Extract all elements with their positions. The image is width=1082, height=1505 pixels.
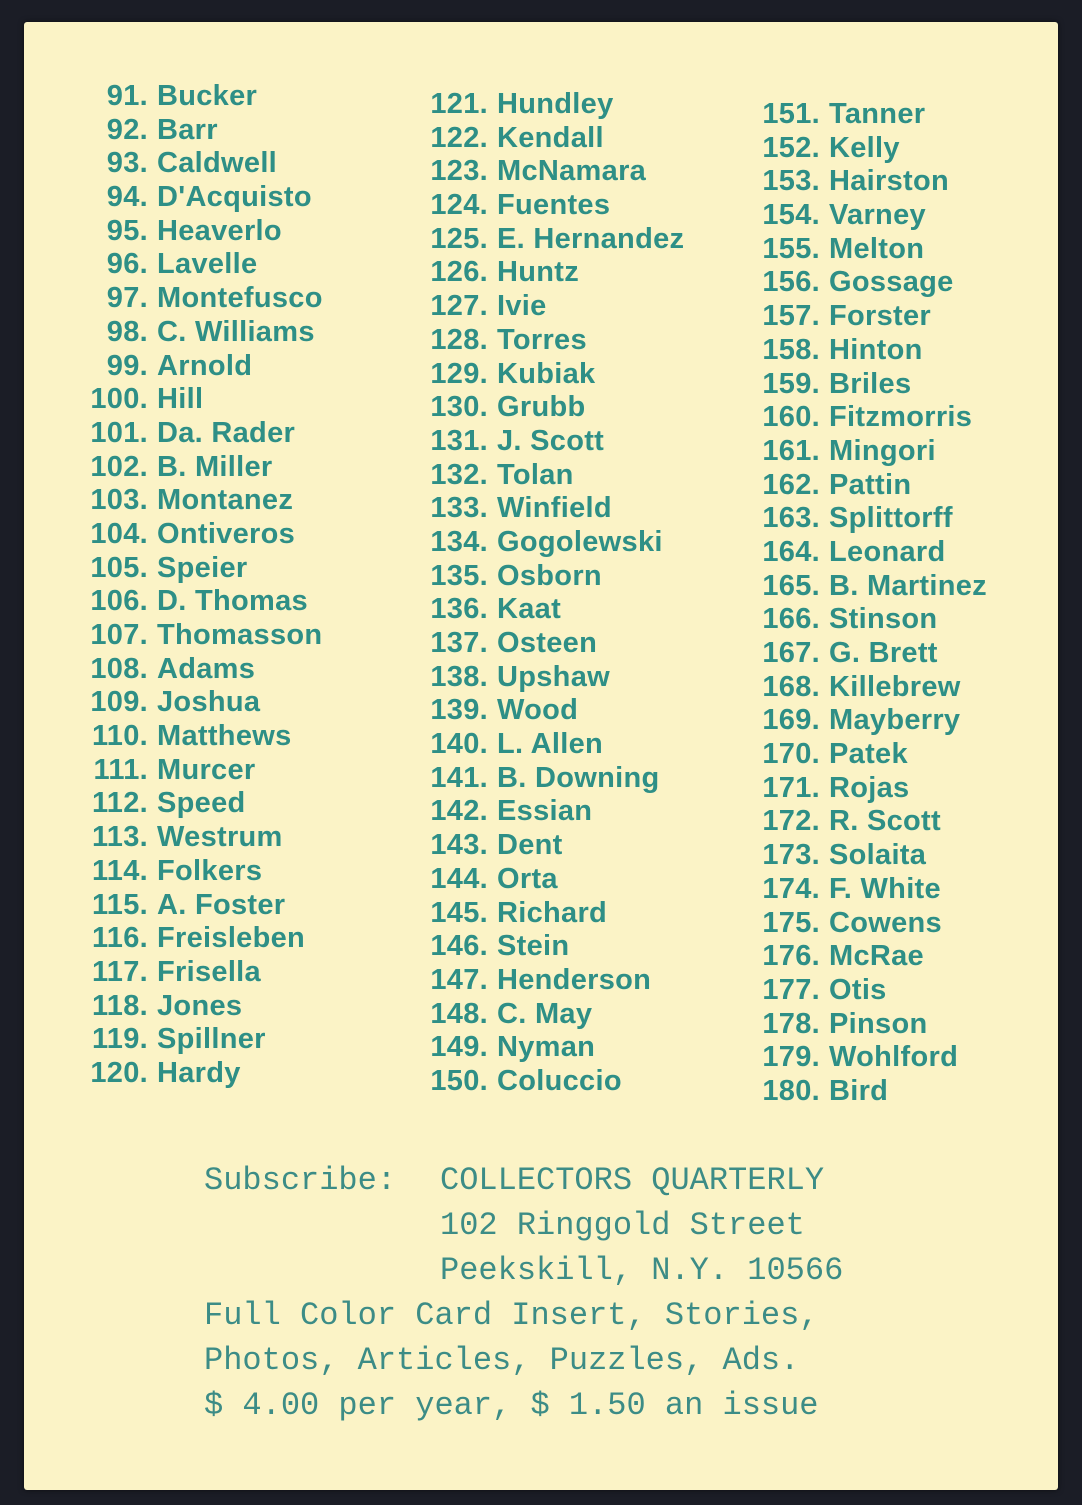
- card-number: 123.: [430, 155, 488, 188]
- checklist-entry: [408, 964, 684, 998]
- card-number: 94.: [106, 181, 148, 214]
- checklist-entry: [740, 738, 987, 772]
- card-number: 138.: [430, 660, 488, 693]
- card-number: 147.: [430, 963, 488, 996]
- checklist-entry: [68, 754, 323, 788]
- card-number: 122.: [430, 121, 488, 154]
- player-name: C. Williams: [157, 315, 315, 348]
- checklist-entry: [408, 863, 684, 897]
- card-number: 126.: [430, 256, 488, 289]
- player-name: Splittorff: [829, 502, 953, 535]
- card-number: 131.: [430, 424, 488, 457]
- player-name: Orta: [497, 862, 558, 895]
- checklist-entry: [740, 570, 987, 604]
- player-name: Mayberry: [829, 704, 961, 737]
- checklist-entry: [68, 114, 323, 148]
- card-number: 102.: [90, 450, 148, 483]
- card-number: 160.: [762, 401, 820, 434]
- player-name: Coluccio: [497, 1064, 622, 1097]
- player-name: J. Scott: [497, 424, 605, 457]
- checklist-entry: [68, 686, 323, 720]
- player-name: Winfield: [497, 492, 612, 525]
- card-number: 152.: [762, 131, 820, 164]
- publication-name: COLLECTORS QUARTERLY: [440, 1162, 825, 1199]
- card-number: 105.: [90, 551, 148, 584]
- card-number: 145.: [430, 896, 488, 929]
- checklist-entry: [68, 585, 323, 619]
- checklist-entry: [68, 787, 323, 821]
- card-number: 151.: [762, 98, 820, 130]
- card-number: 162.: [762, 468, 820, 501]
- player-name: A. Foster: [157, 888, 286, 921]
- card-number: 111.: [93, 753, 148, 786]
- card-number: 103.: [90, 484, 148, 517]
- checklist-entry: [408, 661, 684, 695]
- checklist-entry: [408, 930, 684, 964]
- card-number: 178.: [762, 1007, 820, 1040]
- card-number: 100.: [90, 383, 148, 416]
- checklist-entry: [740, 165, 987, 199]
- checklist-entry: [68, 215, 323, 249]
- player-name: McRae: [829, 940, 924, 973]
- card-number: 172.: [762, 805, 820, 838]
- checklist-entry: [408, 1031, 684, 1065]
- checklist-entry: [408, 829, 684, 863]
- player-name: Stinson: [829, 603, 938, 636]
- player-name: Hinton: [829, 333, 923, 366]
- checklist-entry: [740, 334, 987, 368]
- card-number: 140.: [430, 728, 488, 761]
- checklist-entry: [68, 821, 323, 855]
- card-number: 93.: [106, 147, 148, 180]
- card-number: 120.: [90, 1056, 148, 1089]
- player-name: Rojas: [829, 771, 910, 804]
- player-name: Arnold: [157, 349, 253, 382]
- card-number: 132.: [430, 458, 488, 491]
- card-number: 108.: [90, 652, 148, 685]
- card-number: 116.: [91, 922, 148, 955]
- player-name: E. Hernandez: [497, 222, 685, 255]
- player-name: Briles: [829, 367, 912, 400]
- checklist-card: [24, 22, 1058, 1490]
- card-number: 136.: [430, 593, 488, 626]
- card-number: 106.: [90, 585, 148, 618]
- checklist-entry: [68, 484, 323, 518]
- player-name: Joshua: [157, 686, 261, 719]
- player-name: Solaita: [829, 839, 927, 872]
- subscribe-label: Subscribe:: [204, 1162, 397, 1199]
- card-number: 159.: [762, 367, 820, 400]
- card-number: 156.: [762, 266, 820, 299]
- player-name: Hill: [157, 383, 204, 416]
- card-number: 107.: [90, 619, 148, 651]
- checklist-entry: [740, 671, 987, 705]
- player-name: Caldwell: [157, 147, 278, 180]
- checklist-column-2: [408, 88, 684, 1099]
- card-number: 117.: [91, 955, 148, 988]
- card-number: 167.: [762, 637, 820, 669]
- card-number: 176.: [762, 940, 820, 973]
- checklist-column-1: [68, 80, 323, 1091]
- player-name: Dent: [497, 829, 563, 862]
- player-name: Osteen: [497, 627, 598, 659]
- checklist-entry: [408, 358, 684, 392]
- checklist-entry: [740, 469, 987, 503]
- checklist-entry: [408, 728, 684, 762]
- card-number: 170.: [762, 738, 820, 771]
- player-name: Wood: [497, 694, 579, 727]
- checklist-entry: [68, 316, 323, 350]
- checklist-entry: [740, 907, 987, 941]
- checklist-entry: [408, 492, 684, 526]
- player-name: D. Thomas: [157, 585, 308, 618]
- checklist-entry: [68, 147, 323, 181]
- card-number: 154.: [762, 199, 820, 232]
- player-name: Murcer: [157, 753, 256, 786]
- card-number: 115.: [91, 888, 148, 921]
- checklist-entry: [408, 189, 684, 223]
- player-name: Fitzmorris: [829, 401, 973, 434]
- player-name: Henderson: [497, 963, 652, 996]
- player-name: Adams: [157, 652, 256, 685]
- description-line-2: Photos, Articles, Puzzles, Ads.: [204, 1342, 800, 1379]
- checklist-entry: [68, 1057, 323, 1091]
- checklist-entry: [740, 132, 987, 166]
- checklist-entry: [408, 526, 684, 560]
- checklist-entry: [740, 772, 987, 806]
- player-name: Essian: [497, 795, 593, 828]
- player-name: Fuentes: [497, 189, 611, 222]
- card-number: 142.: [430, 795, 488, 828]
- checklist-entry: [68, 990, 323, 1024]
- checklist-entry: [408, 223, 684, 257]
- player-name: Thomasson: [157, 619, 323, 651]
- card-number: 153.: [762, 165, 820, 198]
- card-number: 112.: [91, 787, 148, 820]
- card-number: 143.: [430, 829, 488, 862]
- card-number: 150.: [430, 1064, 488, 1097]
- card-number: 125.: [430, 222, 488, 255]
- checklist-entry: [740, 805, 987, 839]
- card-number: 166.: [762, 603, 820, 636]
- player-name: Kubiak: [497, 357, 596, 390]
- checklist-entry: [68, 350, 323, 384]
- player-name: G. Brett: [829, 637, 938, 669]
- player-name: Torres: [497, 323, 587, 356]
- checklist-entry: [408, 897, 684, 931]
- player-name: Spillner: [157, 1023, 266, 1056]
- card-number: 175.: [762, 906, 820, 939]
- player-name: B. Downing: [497, 761, 660, 794]
- checklist-entry: [740, 704, 987, 738]
- checklist-entry: [408, 324, 684, 358]
- checklist-entry: [68, 956, 323, 990]
- checklist-entry: [740, 266, 987, 300]
- card-number: 118.: [91, 989, 148, 1022]
- player-name: Kelly: [829, 131, 900, 164]
- card-number: 155.: [762, 232, 820, 265]
- player-name: B. Miller: [157, 450, 273, 483]
- card-number: 97.: [106, 282, 148, 315]
- checklist-entry: [740, 1041, 987, 1075]
- description-line-1: Full Color Card Insert, Stories,: [204, 1297, 819, 1334]
- card-number: 161.: [762, 434, 820, 467]
- card-number: 146.: [430, 930, 488, 963]
- card-number: 119.: [91, 1023, 148, 1056]
- player-name: Hardy: [157, 1056, 241, 1089]
- card-number: 171.: [762, 771, 820, 804]
- card-number: 121.: [430, 88, 488, 120]
- player-name: Melton: [829, 232, 925, 265]
- player-name: Hundley: [497, 88, 614, 120]
- checklist-entry: [740, 502, 987, 536]
- checklist-entry: [68, 855, 323, 889]
- player-name: Pinson: [829, 1007, 928, 1040]
- card-number: 158.: [762, 333, 820, 366]
- checklist-entry: [740, 233, 987, 267]
- player-name: McNamara: [497, 155, 647, 188]
- card-number: 141.: [430, 761, 488, 794]
- checklist-entry: [68, 282, 323, 316]
- card-number: 133.: [430, 492, 488, 525]
- player-name: Da. Rader: [157, 416, 296, 449]
- player-name: Westrum: [157, 821, 283, 854]
- player-name: Varney: [829, 199, 926, 232]
- checklist-entry: [740, 536, 987, 570]
- player-name: Montefusco: [157, 282, 323, 315]
- checklist-entry: [68, 653, 323, 687]
- card-number: 164.: [762, 535, 820, 568]
- player-name: Upshaw: [497, 660, 610, 693]
- player-name: F. White: [829, 872, 941, 905]
- card-number: 101.: [90, 416, 148, 449]
- checklist-entry: [68, 383, 323, 417]
- card-number: 165.: [762, 569, 820, 602]
- player-name: Richard: [497, 896, 608, 929]
- player-name: Patek: [829, 738, 908, 771]
- card-number: 99.: [106, 349, 148, 382]
- checklist-entry: [740, 603, 987, 637]
- checklist-entry: [408, 391, 684, 425]
- checklist-entry: [740, 637, 987, 671]
- card-number: 174.: [762, 872, 820, 905]
- player-name: Folkers: [157, 854, 263, 887]
- checklist-entry: [68, 619, 323, 653]
- card-number: 179.: [762, 1041, 820, 1074]
- checklist-entry: [740, 401, 987, 435]
- player-name: Tolan: [497, 458, 574, 491]
- card-number: 168.: [762, 670, 820, 703]
- player-name: Pattin: [829, 468, 912, 501]
- player-name: Otis: [829, 973, 887, 1006]
- card-number: 91.: [106, 80, 148, 112]
- checklist-column-3: [740, 98, 987, 1109]
- checklist-entry: [740, 974, 987, 1008]
- player-name: Bird: [829, 1074, 889, 1107]
- checklist-entry: [408, 459, 684, 493]
- card-number: 157.: [762, 300, 820, 333]
- card-number: 144.: [430, 862, 488, 895]
- checklist-entry: [408, 998, 684, 1032]
- card-number: 173.: [762, 839, 820, 872]
- checklist-entry: [740, 1075, 987, 1109]
- price-line: $ 4.00 per year, $ 1.50 an issue: [204, 1387, 819, 1424]
- card-number: 114.: [91, 854, 148, 887]
- player-name: Frisella: [157, 955, 261, 988]
- card-number: 130.: [430, 391, 488, 424]
- player-name: D'Acquisto: [157, 181, 312, 214]
- card-number: 163.: [762, 502, 820, 535]
- player-name: Cowens: [829, 906, 942, 939]
- player-name: Huntz: [497, 256, 580, 289]
- player-name: Killebrew: [829, 670, 961, 703]
- card-number: 124.: [430, 189, 488, 222]
- player-name: Freisleben: [157, 922, 306, 955]
- card-number: 95.: [106, 214, 148, 247]
- card-number: 109.: [90, 686, 148, 719]
- checklist-entry: [408, 627, 684, 661]
- checklist-entry: [68, 1023, 323, 1057]
- player-name: B. Martinez: [829, 569, 987, 602]
- player-name: L. Allen: [497, 728, 604, 761]
- player-name: Tanner: [829, 98, 926, 130]
- player-name: Speed: [157, 787, 246, 820]
- card-number: 180.: [762, 1074, 820, 1107]
- card-number: 135.: [430, 559, 488, 592]
- street-address: 102 Ringgold Street: [440, 1207, 805, 1244]
- player-name: Heaverlo: [157, 214, 282, 247]
- player-name: Nyman: [497, 1031, 596, 1064]
- checklist-entry: [408, 88, 684, 122]
- checklist-entry: [408, 593, 684, 627]
- checklist-entry: [408, 122, 684, 156]
- checklist-entry: [408, 1065, 684, 1099]
- player-name: Forster: [829, 300, 932, 333]
- checklist-entry: [68, 720, 323, 754]
- card-number: 149.: [430, 1031, 488, 1064]
- player-name: Hairston: [829, 165, 950, 198]
- checklist-entry: [68, 552, 323, 586]
- player-name: Montanez: [157, 484, 294, 517]
- card-number: 139.: [430, 694, 488, 727]
- card-number: 113.: [91, 821, 148, 854]
- player-name: Ivie: [497, 290, 547, 323]
- card-number: 148.: [430, 997, 488, 1030]
- card-number: 128.: [430, 323, 488, 356]
- player-name: Grubb: [497, 391, 586, 424]
- player-name: Leonard: [829, 535, 946, 568]
- card-number: 127.: [430, 290, 488, 323]
- player-name: C. May: [497, 997, 593, 1030]
- checklist-entry: [68, 922, 323, 956]
- player-name: Gogolewski: [497, 525, 663, 558]
- player-name: Kendall: [497, 121, 604, 154]
- checklist-entry: [408, 155, 684, 189]
- player-name: Jones: [157, 989, 243, 1022]
- card-number: 137.: [430, 627, 488, 659]
- player-name: Barr: [157, 113, 218, 146]
- checklist-entry: [740, 940, 987, 974]
- checklist-entry: [740, 98, 987, 132]
- player-name: Bucker: [157, 80, 258, 112]
- checklist-entry: [740, 873, 987, 907]
- checklist-entry: [408, 560, 684, 594]
- checklist-entry: [740, 1008, 987, 1042]
- checklist-entry: [408, 762, 684, 796]
- checklist-entry: [408, 256, 684, 290]
- card-number: 110.: [91, 720, 148, 753]
- checklist-entry: [740, 300, 987, 334]
- checklist-entry: [740, 368, 987, 402]
- player-name: Speier: [157, 551, 248, 584]
- checklist-entry: [68, 80, 323, 114]
- card-number: 92.: [106, 113, 148, 146]
- player-name: Mingori: [829, 434, 936, 467]
- card-number: 177.: [762, 973, 820, 1006]
- card-number: 104.: [90, 517, 148, 550]
- player-name: Gossage: [829, 266, 954, 299]
- checklist-entry: [68, 248, 323, 282]
- player-name: Ontiveros: [157, 517, 296, 550]
- player-name: Wohlford: [829, 1041, 959, 1074]
- player-name: Osborn: [497, 559, 602, 592]
- player-name: Kaat: [497, 593, 562, 626]
- checklist-entry: [408, 795, 684, 829]
- player-name: Stein: [497, 930, 570, 963]
- checklist-entry: [68, 518, 323, 552]
- checklist-entry: [408, 694, 684, 728]
- checklist-entry: [68, 417, 323, 451]
- checklist-entry: [740, 839, 987, 873]
- checklist-entry: [68, 181, 323, 215]
- card-number: 169.: [762, 704, 820, 737]
- checklist-entry: [408, 290, 684, 324]
- player-name: Lavelle: [157, 248, 258, 281]
- card-number: 98.: [106, 315, 148, 348]
- card-number: 129.: [430, 357, 488, 390]
- checklist-entry: [68, 451, 323, 485]
- player-name: R. Scott: [829, 805, 941, 838]
- checklist-entry: [68, 889, 323, 923]
- checklist-entry: [408, 425, 684, 459]
- player-name: Matthews: [157, 720, 292, 753]
- checklist-entry: [740, 435, 987, 469]
- checklist-entry: [740, 199, 987, 233]
- city-address: Peekskill, N.Y. 10566: [440, 1252, 844, 1289]
- card-number: 96.: [106, 248, 148, 281]
- card-number: 134.: [430, 525, 488, 558]
